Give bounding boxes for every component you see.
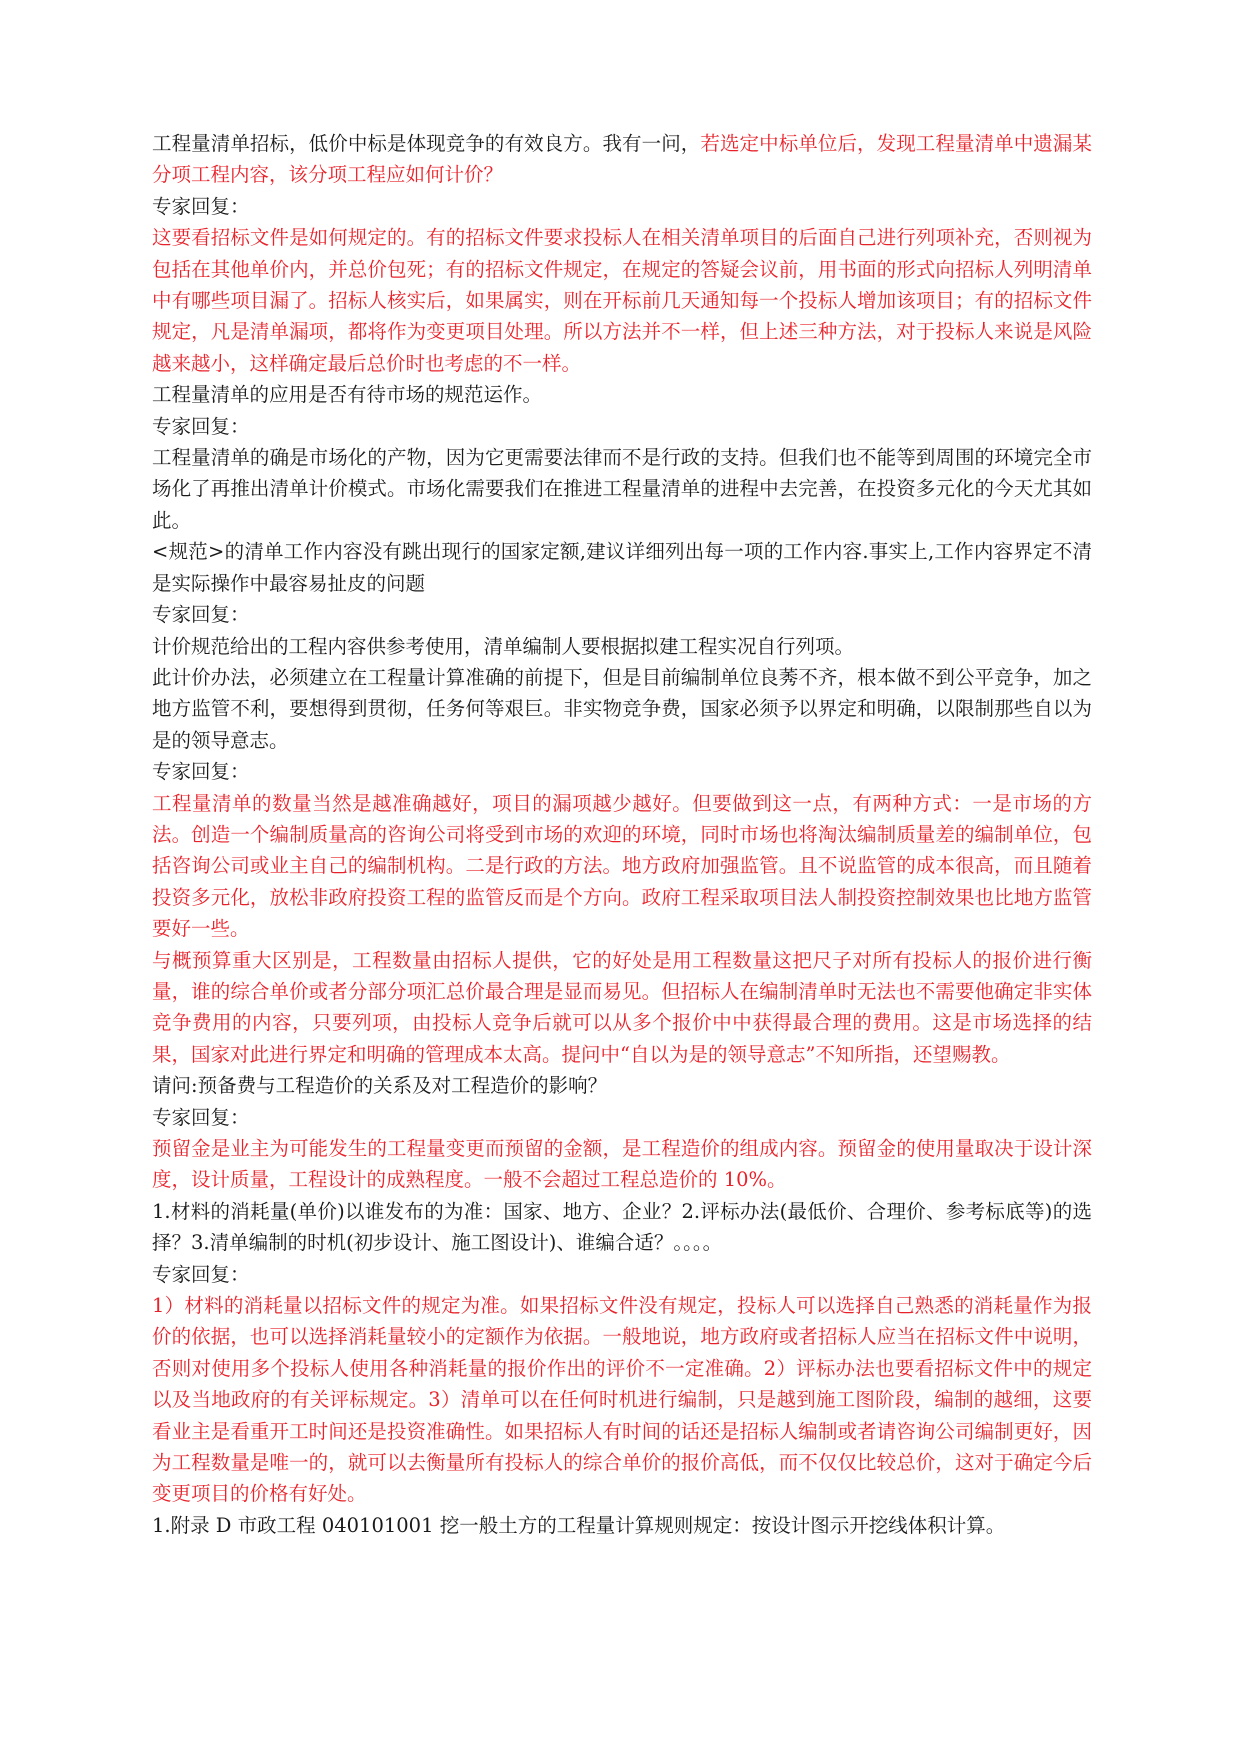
question-6: 1.材料的消耗量(单价)以谁发布的为准：国家、地方、企业？2.评标办法(最低价、合理价、参考标底等)的选择？3.清单编制的时机(初步设计、施工图设计)、谁编合适？。。。。 [152,1199,1092,1255]
answer-1: 这要看招标文件是如何规定的。有的招标文件要求投标人在相关清单项目的后面自己进行列项补充，否则视为包括在其他单价内，并总价包死；有的招标文件规定，在规定的答疑会议前，用书面的形式向招标人列明清单中有哪些项目漏了。招标人核实后，如果属实，则在开标前几天通知每一个投标人增加该项目；有的招标文件规定，凡是清单漏项，都将作为变更项目处理。所以方法并不一样，但上述三种方法，对于投标人来说是风险越来越小，这样确定最后总价时也考虑的不一样。 [152,226,1092,375]
question-1-intro: 工程量清单招标，低价中标是体现竞争的有效良方。我有一问， [152,132,701,155]
question-4: 此计价办法，必须建立在工程量计算准确的前提下，但是目前编制单位良莠不齐，根本做不到公平竞争，加之地方监管不利，要想得到贯彻，任务何等艰巨。非实物竞争费，国家必须予以界定和明确，以限制那些自以为是的领导意志。 [152,665,1092,752]
answer-5: 预留金是业主为可能发生的工程量变更而预留的金额，是工程造价的组成内容。预留金的使用量取决于设计深度，设计质量，工程设计的成熟程度。一般不会超过工程总造价的 10%。 [152,1137,1092,1192]
question-1-highlight: 若选定中标单位后，发现工程量清单中遗漏某分项工程内容，该分项工程应如何计价？ [152,132,1092,187]
document-body [152,128,1092,1541]
answer-2: 工程量清单的确是市场化的产物，因为它更需要法律而不是行政的支持。但我们也不能等到周围的环境完全市场化了再推出清单计价模式。市场化需要我们在推进工程量清单的进程中去完善，在投资多元化的今天尤其如此。 [152,446,1092,532]
expert-reply-label: 专家回复： [152,603,250,627]
question-3: <规范>的清单工作内容没有跳出现行的国家定额,建议详细列出每一项的工作内容.事实上,工作内容界定不清是实际操作中最容易扯皮的问题 [152,540,1092,595]
answer-6: 1）材料的消耗量以招标文件的规定为准。如果招标文件没有规定，投标人可以选择自己熟悉的消耗量作为报价的依据，也可以选择消耗量较小的定额作为依据。一般地说，地方政府或者招标人应当在招标文件中说明，否则对使用多个投标人使用各种消耗量的报价作出的评价不一定准确。2）评标办法也要看招标文件中的规定以及当地政府的有关评标规定。3）清单可以在任何时机进行编制，只是越到施工图阶段，编制的越细，这要看业主是看重开工时间还是投资准确性。如果招标人有时间的话还是招标人编制或者请咨询公司编制更好，因为工程数量是唯一的，就可以去衡量所有投标人的综合单价的报价高低，而不仅仅比较总价，这对于确定今后变更项目的价格有好处。 [152,1294,1092,1506]
question-7: 1.附录 D 市政工程 040101001 挖一般土方的工程量计算规则规定：按设计图示开挖线体积计算。 [152,1513,1006,1537]
expert-reply-label: 专家回复： [152,194,250,218]
expert-reply-label: 专家回复： [152,1105,250,1129]
expert-reply-label: 专家回复： [152,414,250,438]
question-1 [152,128,1092,191]
question-5: 请问:预备费与工程造价的关系及对工程造价的影响？ [152,1074,608,1098]
expert-reply-label: 专家回复： [152,760,250,784]
answer-4-paragraph-1: 工程量清单的数量当然是越准确越好，项目的漏项越少越好。但要做到这一点，有两种方式：一是市场的方法。创造一个编制质量高的咨询公司将受到市场的欢迎的环境，同时市场也将淘汰编制质量差的编制单位，包括咨询公司或业主自己的编制机构。二是行政的方法。地方政府加强监管。且不说监管的成本很高，而且随着投资多元化，放松非政府投资工程的监管反而是个方向。政府工程采取项目法人制投资控制效果也比地方监管要好一些。 [152,791,1092,941]
answer-3: 计价规范给出的工程内容供参考使用，清单编制人要根据拟建工程实况自行列项。 [152,634,855,658]
expert-reply-label: 专家回复： [152,1262,250,1286]
question-2: 工程量清单的应用是否有待市场的规范运作。 [152,383,543,407]
answer-4-paragraph-2: 与概预算重大区别是，工程数量由招标人提供，它的好处是用工程数量这把尺子对所有投标人的报价进行衡量，谁的综合单价或者分部分项汇总价最合理是显而易见。但招标人在编制清单时无法也不需要他确定非实体竞争费用的内容，只要列项，由投标人竞争后就可以从多个报价中中获得最合理的费用。这是市场选择的结果，国家对此进行界定和明确的管理成本太高。提问中“自以为是的领导意志”不知所指，还望赐教。 [152,948,1092,1066]
